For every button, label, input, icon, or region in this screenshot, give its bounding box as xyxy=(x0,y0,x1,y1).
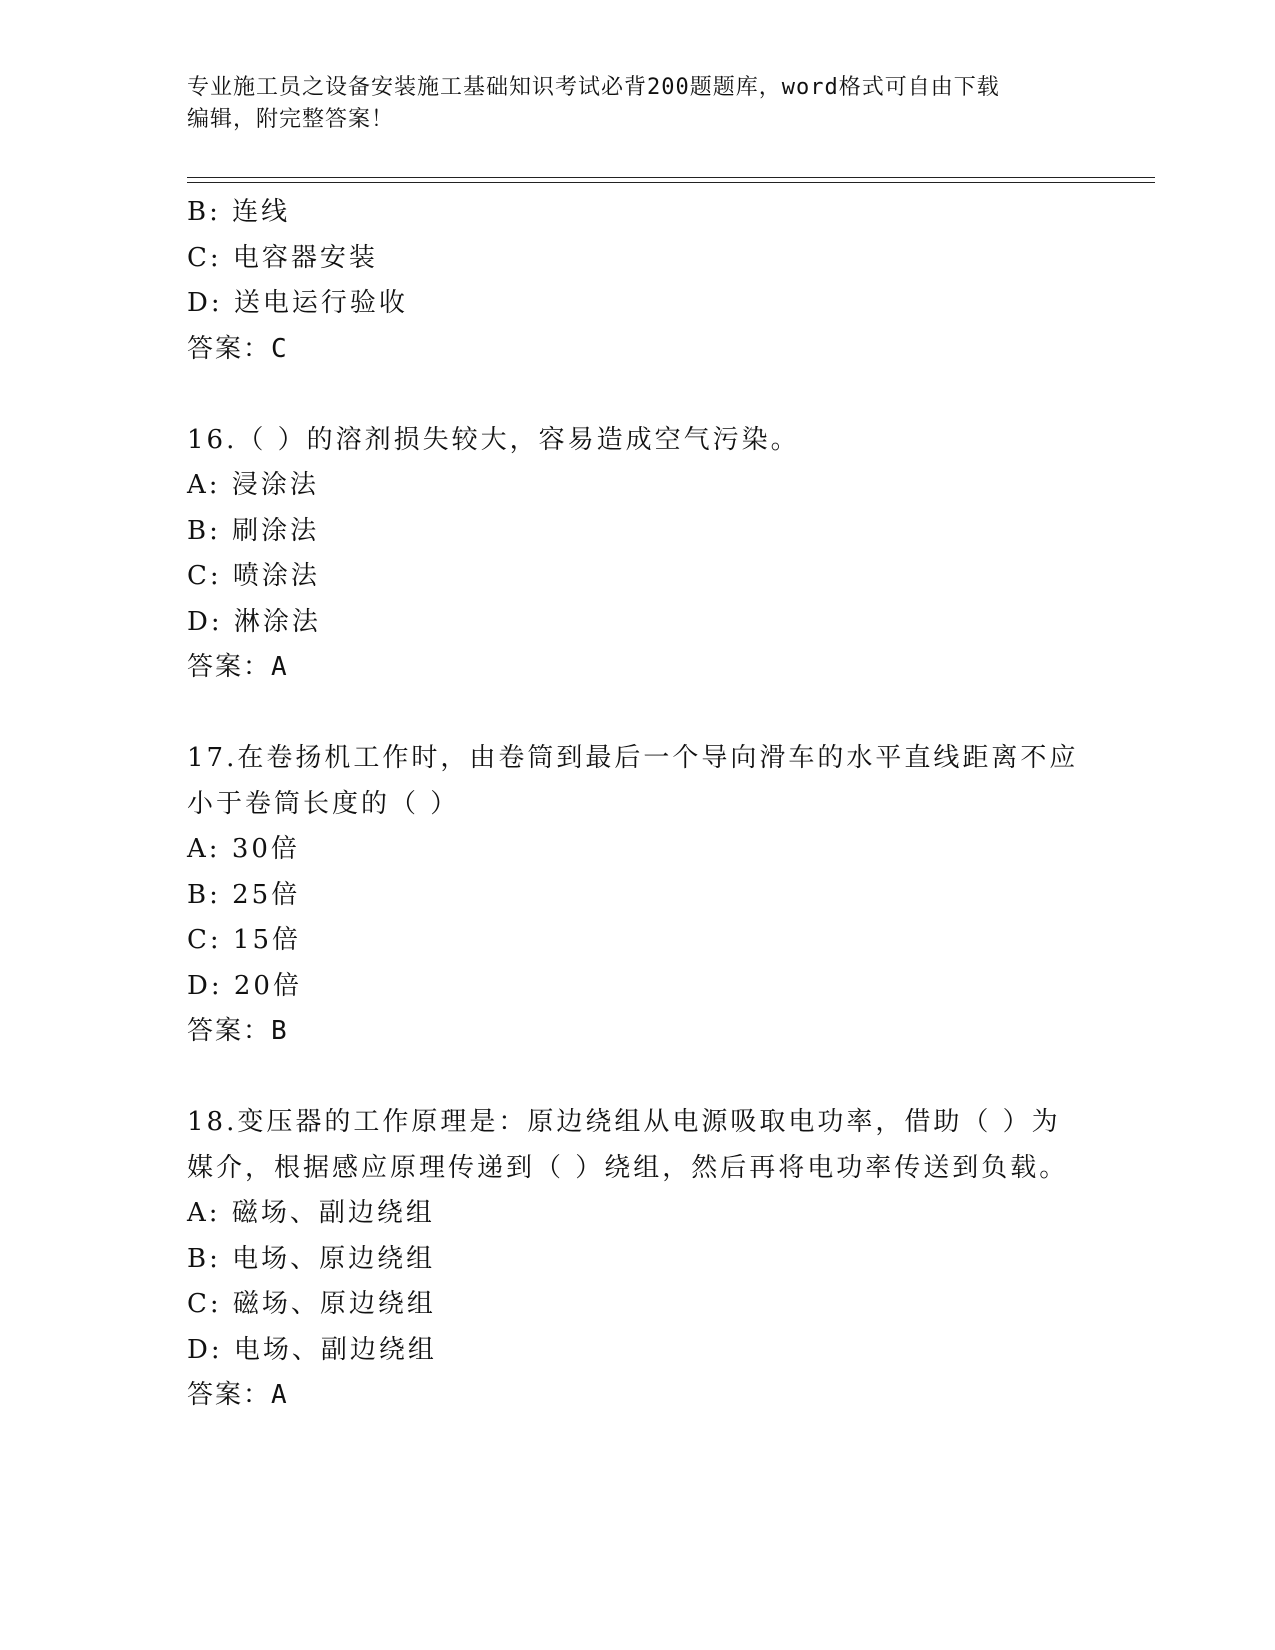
question-content xyxy=(187,190,1087,1419)
spacer xyxy=(187,691,1087,737)
option-label: A: xyxy=(187,1198,221,1228)
answer-label: 答案： xyxy=(187,1016,272,1046)
option-text: 连线 xyxy=(232,197,291,227)
option-label: B: xyxy=(187,879,221,910)
option-label: C: xyxy=(187,242,222,273)
question-17-block xyxy=(187,736,1087,1055)
answer-line xyxy=(187,327,1087,373)
question-15-block xyxy=(187,190,1087,372)
option-b xyxy=(187,873,1087,919)
option-label: D: xyxy=(187,288,223,318)
question-stem: 16.（ ）的溶剂损失较大，容易造成空气污染。 xyxy=(187,424,800,455)
option-label: B: xyxy=(187,515,221,546)
option-text: 磁场、原边绕组 xyxy=(232,1289,436,1319)
option-label: D: xyxy=(187,606,223,637)
option-text: 20倍 xyxy=(233,970,302,1001)
question-stem-line-1: 17.在卷扬机工作时，由卷筒到最后一个导向滑车的水平直线距离不应 xyxy=(187,743,1079,773)
option-b xyxy=(187,509,1087,555)
option-text: 淋涂法 xyxy=(233,606,321,637)
option-text: 喷涂法 xyxy=(232,561,320,591)
answer-value: A xyxy=(271,1380,289,1410)
header-title-line-2: 编辑，附完整答案！ xyxy=(187,107,395,132)
answer-label: 答案： xyxy=(187,1380,272,1410)
header-divider-top xyxy=(187,177,1155,178)
answer-label: 答案： xyxy=(187,652,272,682)
option-label: B: xyxy=(187,197,221,227)
answer-value: A xyxy=(271,652,289,682)
question-16-block xyxy=(187,418,1087,691)
option-c xyxy=(187,236,1087,282)
option-text: 电场、副边绕组 xyxy=(233,1334,437,1365)
option-b xyxy=(187,1237,1087,1283)
option-text: 15倍 xyxy=(232,925,302,955)
question-stem-line-2: 媒介，根据感应原理传递到（ ）绕组，然后再将电功率传送到负载。 xyxy=(187,1152,1069,1183)
option-text: 刷涂法 xyxy=(232,515,320,546)
header-title-line-1: 专业施工员之设备安装施工基础知识考试必背200题题库，word格式可自由下载 xyxy=(187,75,1000,100)
option-c xyxy=(187,918,1087,964)
option-text: 电容器安装 xyxy=(232,242,378,273)
option-b xyxy=(187,190,1087,236)
option-label: A: xyxy=(187,470,221,500)
option-label: C: xyxy=(187,561,222,591)
answer-label: 答案： xyxy=(187,333,272,364)
option-label: C: xyxy=(187,925,222,955)
option-a xyxy=(187,463,1087,509)
option-d xyxy=(187,600,1087,646)
answer-line xyxy=(187,1373,1087,1419)
spacer xyxy=(187,372,1087,418)
option-text: 磁场、副边绕组 xyxy=(231,1198,435,1228)
option-a xyxy=(187,827,1087,873)
option-label: A: xyxy=(187,834,221,864)
option-label: D: xyxy=(187,1334,223,1365)
answer-line xyxy=(187,645,1087,691)
option-text: 25倍 xyxy=(232,879,301,910)
question-stem-line-2: 小于卷筒长度的（ ） xyxy=(187,788,460,819)
option-text: 30倍 xyxy=(231,834,300,864)
answer-value: B xyxy=(271,1016,289,1046)
document-header xyxy=(187,72,1067,136)
option-c xyxy=(187,554,1087,600)
answer-value: C xyxy=(271,333,289,364)
option-text: 电场、原边绕组 xyxy=(232,1243,436,1274)
spacer xyxy=(187,1055,1087,1101)
option-label: D: xyxy=(187,970,223,1001)
option-d xyxy=(187,964,1087,1010)
question-stem-line-1: 18.变压器的工作原理是：原边绕组从电源吸取电功率，借助（ ）为 xyxy=(187,1107,1061,1137)
option-a xyxy=(187,1191,1087,1237)
question-18-block xyxy=(187,1100,1087,1419)
answer-line xyxy=(187,1009,1087,1055)
option-label: C: xyxy=(187,1289,222,1319)
header-divider-bottom xyxy=(187,182,1155,183)
option-label: B: xyxy=(187,1243,221,1274)
option-c xyxy=(187,1282,1087,1328)
option-d xyxy=(187,281,1087,327)
option-text: 浸涂法 xyxy=(231,470,319,500)
option-text: 送电运行验收 xyxy=(233,288,408,318)
option-d xyxy=(187,1328,1087,1374)
